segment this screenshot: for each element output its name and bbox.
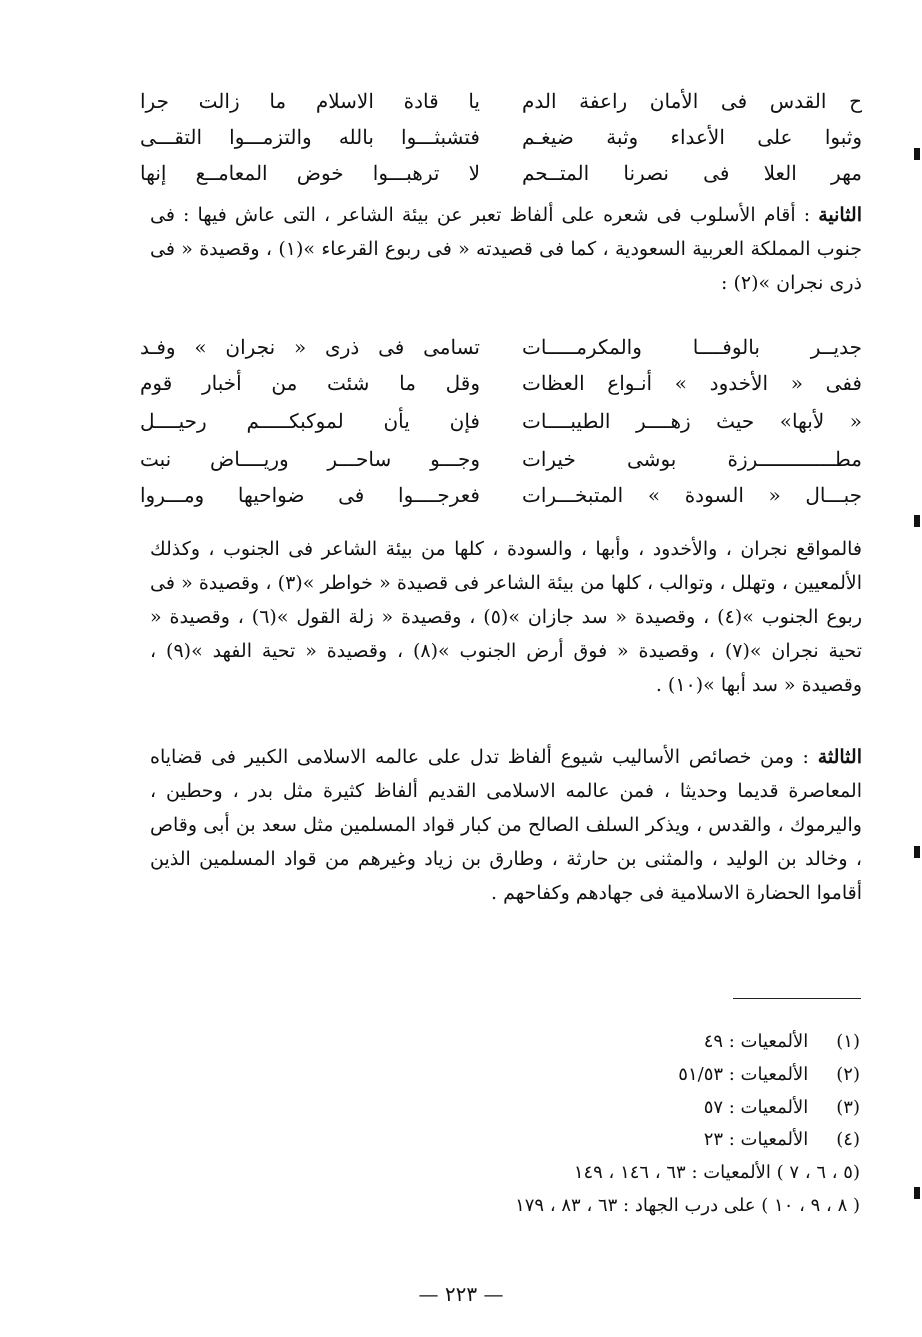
- paragraph-third: [150, 740, 862, 910]
- verse-first-hemistich: يا قادة الاسلام ما زالت جرا: [140, 89, 480, 113]
- page-number: — ٢٢٣ —: [418, 1282, 504, 1306]
- verse-line: [140, 404, 862, 438]
- verse-line: [140, 478, 862, 512]
- footnote: [704, 1128, 860, 1152]
- verse-first-hemistich: تسامى فى ذرى « نجران » وفـد: [140, 335, 480, 359]
- footnote-number: (٥ ، ٦ ، ٧ ): [776, 1162, 860, 1183]
- verse-second-hemistich: وثبوا على الأعداء وثبة ضيغـم: [522, 125, 862, 149]
- verse-line: [140, 156, 862, 190]
- verse-line: [140, 120, 862, 154]
- verse-line: [140, 330, 862, 364]
- paragraph-label: الثانية: [818, 204, 863, 226]
- paragraph-locations: فالمواقع نجران ، والأخدود ، وأبها ، والسودة ، كلها من بيئة الشاعر فى الجنوب ، وكذلك الألمعيين ، وتهلل ، وتوالب ، كلها من بيئة الشاعر فى قصيدة « خواطر »(٣) ، وقصيدة « فى ربوع الجنوب »(٤) ، وقصيدة « سد جازان »(٥) ، وقصيدة « زلة القول »(٦) ، وقصيدة « تحية نجران »(٧) ، وقصيدة « فوق أرض الجنوب »(٨) ، وقصيدة « تحية الفهد »(٩) ، وقصيدة « سد أبها »(١٠) .: [150, 538, 862, 696]
- verse-second-hemistich: جديــر بالوفــــا والمكرمـــــات: [522, 335, 862, 359]
- verse-second-hemistich: جبـــال « السودة » المتبخـــرات: [522, 483, 862, 507]
- footnote-separator: [733, 998, 861, 999]
- verse-second-hemistich: مهر العلا فى نصرنا المتــحم: [522, 161, 862, 185]
- verse-line: [140, 366, 862, 400]
- verse-second-hemistich: مطـــــــــــــرزة بوشى خيرات: [522, 447, 862, 471]
- verse-line: [140, 84, 862, 118]
- footnote-text: الألمعيات : ٢٣: [703, 1129, 809, 1150]
- verse-second-hemistich: ح القدس فى الأمان راعفة الدم: [522, 89, 862, 113]
- verse-first-hemistich: فإن يأن لموكبكـــــم رحيــــل: [140, 409, 480, 433]
- scan-edge-mark: [914, 515, 920, 527]
- paragraph-second: [150, 198, 862, 300]
- footnote-text: الألمعيات : ٥٧: [703, 1097, 809, 1118]
- scan-edge-mark: [914, 846, 920, 858]
- footnote: [678, 1063, 860, 1087]
- footnote: [704, 1096, 860, 1120]
- verse-first-hemistich: وجـــو ساحـــر وريــــاض نبت: [140, 447, 480, 471]
- scan-edge-mark: [914, 1187, 920, 1199]
- footnote-number: ( ٨ ، ٩ ، ١٠ ): [761, 1195, 860, 1216]
- verse-first-hemistich: فعرجــــوا فى ضواحيها ومـــروا: [140, 483, 480, 507]
- footnote: [704, 1030, 860, 1054]
- footnote-number: (٤): [836, 1129, 860, 1150]
- footnote: [574, 1161, 860, 1185]
- footnote-text: الألمعيات : ٥١/٥٣: [678, 1064, 809, 1085]
- verse-first-hemistich: فتشبثـــوا بالله والتزمـــوا التقـــى: [140, 125, 480, 149]
- footnote-number: (١): [836, 1031, 860, 1052]
- verse-line: [140, 442, 862, 476]
- footnote-number: (٢): [836, 1064, 860, 1085]
- scan-edge-mark: [914, 148, 920, 160]
- footnote-text: الألمعيات : ٤٩: [703, 1031, 809, 1052]
- footnote-number: (٣): [836, 1097, 860, 1118]
- paragraph-text: : ومن خصائص الأساليب شيوع ألفاظ تدل على عالمه الاسلامى الكبير فى قضاياه المعاصرة قديما وحديثا ، فمن عالمه الاسلامى القديم ألفاظ كثيرة مثل بدر ، وحطين ، واليرموك ، والقدس ، ويذكر السلف الصالح من كبار قواد المسلمين مثل سعد بن أبى وقاص ، وخالد بن الوليد ، والمثنى بن حارثة ، وطارق بن زياد وغيرهم من قواد المسلمين الذين أقاموا الحضارة الاسلامية فى جهادهم وكفاحهم .: [150, 746, 862, 904]
- verse-first-hemistich: لا ترهبـــوا خوض المعامــع إنها: [140, 161, 480, 185]
- verse-second-hemistich: ففى « الأخدود » أنـواع العظات: [522, 371, 862, 395]
- footnote-text: الألمعيات : ٦٣ ، ١٤٦ ، ١٤٩: [573, 1162, 771, 1183]
- footnote-text: على درب الجهاد : ٦٣ ، ٨٣ ، ١٧٩: [515, 1195, 756, 1216]
- verse-second-hemistich: « لأبها» حيث زهــــر الطيبــــات: [522, 409, 862, 433]
- paragraph-text: : أقام الأسلوب فى شعره على ألفاظ تعبر عن بيئة الشاعر ، التى عاش فيها : فى جنوب المملكة العربية السعودية ، كما فى قصيدته « فى ربوع القرعاء »(١) ، وقصيدة « فى ذرى نجران »(٢) :: [150, 204, 862, 294]
- verse-first-hemistich: وقل ما شئت من أخبار قوم: [140, 371, 480, 395]
- paragraph-label: الثالثة: [817, 746, 862, 768]
- footnote: [515, 1194, 860, 1218]
